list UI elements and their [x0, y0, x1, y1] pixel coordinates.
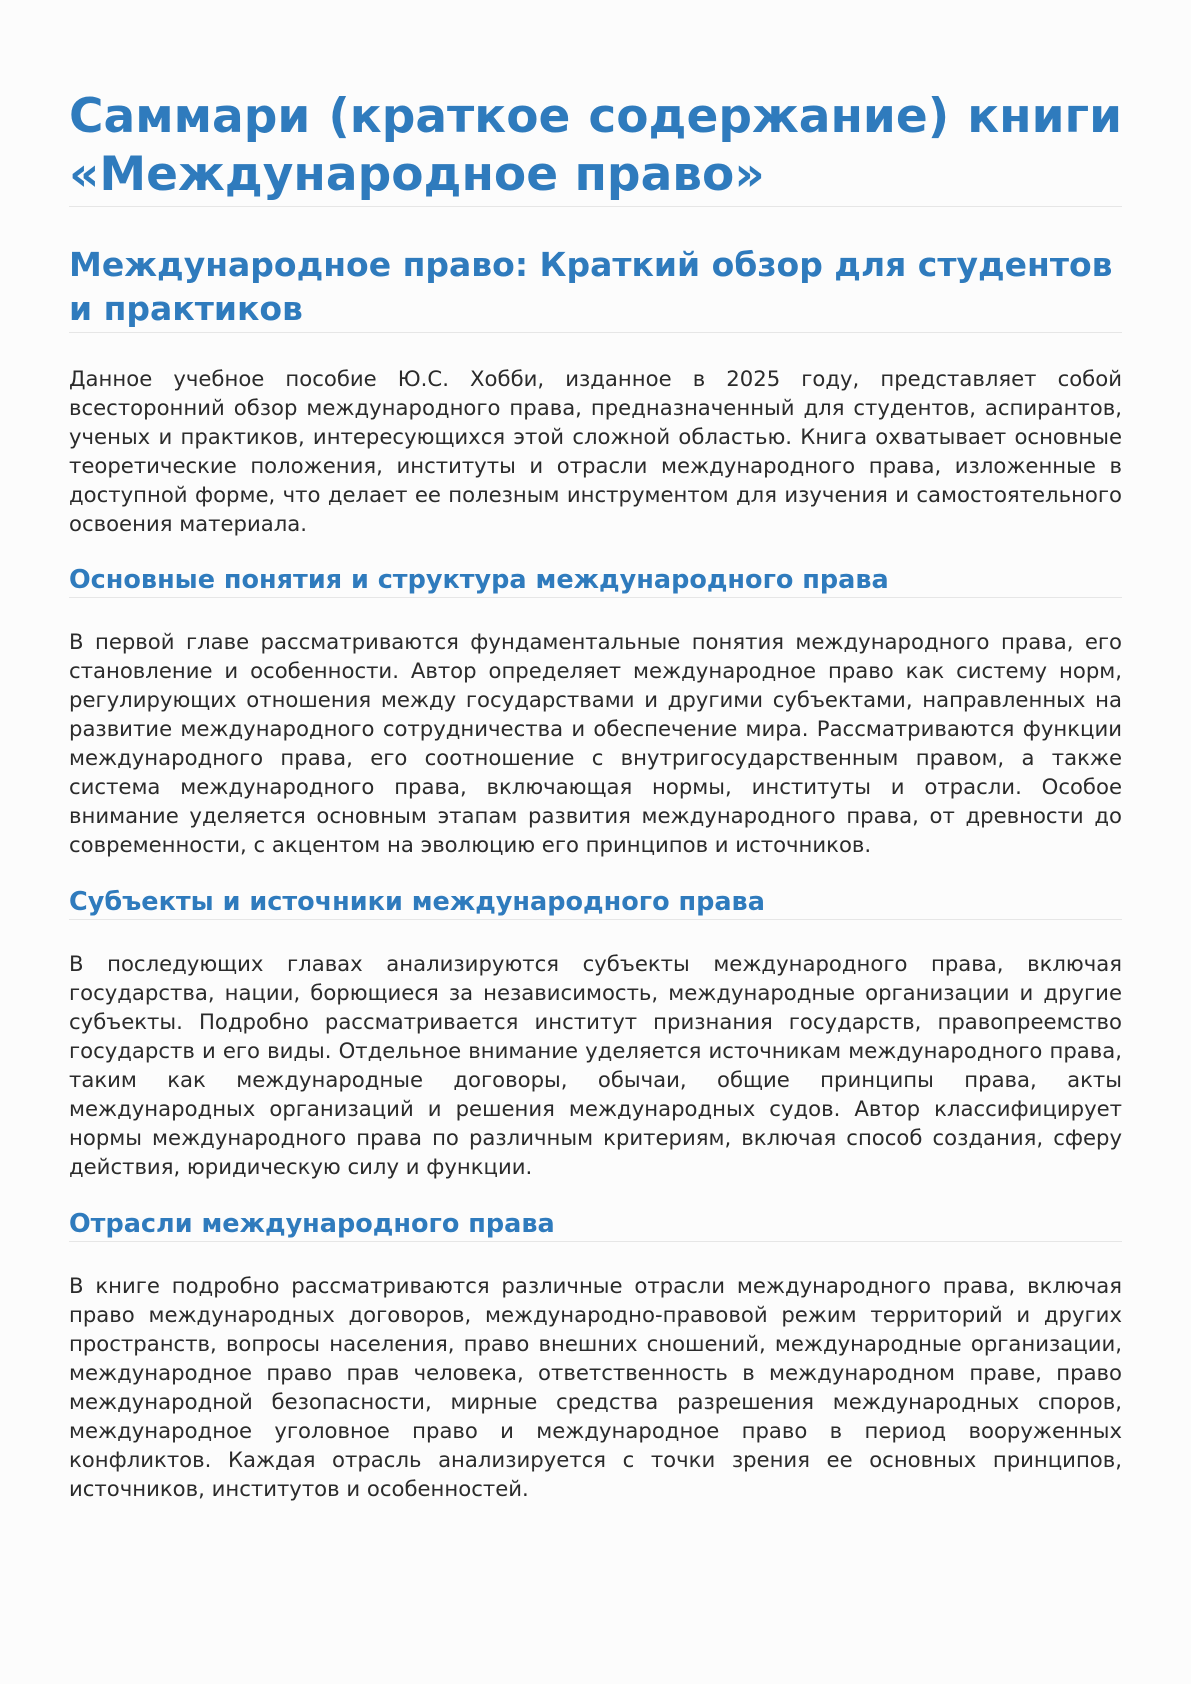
document-subtitle: Международное право: Краткий обзор для студентов и практиков — [69, 243, 1122, 333]
section-text-concepts: В первой главе рассматриваются фундаментальные понятия международного права, его становление и особенности. Автор определяет международное право как систему норм, регулирующих отношения между государствами и другими субъектами, направленных на развитие международного сотрудничества и обеспечение мира. Рассматриваются функции международного права, его соотношение с внутригосударственным правом, а также система международного права, включающая нормы, институты и отрасли. Особое внимание уделяется основным этапам развития международного права, от древности до современности, с акцентом на эволюцию его принципов и источников. — [69, 629, 1122, 857]
section-heading-subjects-sources: Субъекты и источники международного права — [69, 886, 1122, 920]
document-page — [69, 88, 1122, 1503]
section-heading-concepts: Основные понятия и структура международного права — [69, 564, 1122, 598]
section-text-subjects-sources: В последующих главах анализируются субъекты международного права, включая государства, нации, борющиеся за независимость, международные организации и другие субъекты. Подробно рассматривается институт признания государств, правопреемство государств и его виды. Отдельное внимание уделяется источникам международного права, таким как международные договоры, обычаи, общие принципы права, акты международных организаций и решения международных судов. Автор классифицирует нормы международного права по различным критериям, включая способ создания, сферу действия, юридическую силу и функции. — [69, 951, 1122, 1179]
section-heading-branches: Отрасли международного права — [69, 1208, 1122, 1242]
document-title: Саммари (краткое содержание) книги «Международное право» — [69, 88, 1122, 207]
section-text-branches: В книге подробно рассматриваются различные отрасли международного права, включая право международных договоров, международно-правовой режим территорий и других пространств, вопросы населения, право внешних сношений, международные организации, международное право прав человека, ответственность в международном праве, право международной безопасности, мирные средства разрешения международных споров, международное уголовное право и международное право в период вооруженных конфликтов. Каждая отрасль анализируется с точки зрения ее основных принципов, источников, институтов и особенностей. — [69, 1273, 1122, 1501]
intro-paragraph: Данное учебное пособие Ю.С. Хобби, изданное в 2025 году, представляет собой всесторонний обзор международного права, предназначенный для студентов, аспирантов, ученых и практиков, интересующихся этой сложной областью. Книга охватывает основные теоретические положения, институты и отрасли международного права, изложенные в доступной форме, что делает ее полезным инструментом для изучения и самостоятельного освоения материала. — [69, 366, 1122, 536]
